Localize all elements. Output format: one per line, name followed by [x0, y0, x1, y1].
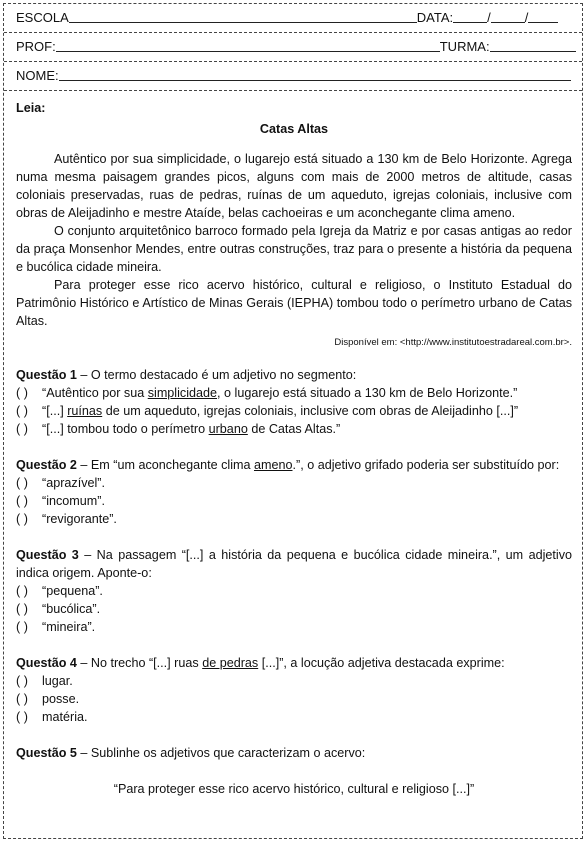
option-text: lugar.	[42, 674, 73, 688]
option[interactable]	[16, 402, 572, 420]
question-1-prompt	[16, 366, 572, 384]
date-separator: /	[524, 10, 529, 25]
date-separator: /	[487, 10, 491, 25]
day-field[interactable]	[453, 10, 487, 23]
option[interactable]	[16, 600, 572, 618]
option-text: de Catas Altas.”	[247, 422, 341, 436]
option-text: , o lugarejo está situado a 130 km de Belo Horizonte.”	[217, 386, 518, 400]
month-field[interactable]	[491, 10, 525, 23]
question-5	[16, 744, 572, 798]
answer-checkbox[interactable]: ( )	[16, 494, 28, 508]
answer-checkbox[interactable]: ( )	[16, 584, 28, 598]
prof-label: PROF:	[16, 39, 56, 54]
option-text: posse.	[42, 692, 80, 706]
option-text: de um aqueduto, igrejas coloniais, inclusive com obras de Aleijadinho [...]”	[102, 404, 519, 418]
option-text: “pequena”.	[42, 584, 103, 598]
leia-label: Leia:	[16, 101, 46, 115]
escola-label: ESCOLA	[16, 10, 69, 25]
question-3	[16, 546, 572, 636]
option-text: “mineira”.	[42, 620, 96, 634]
option[interactable]	[16, 384, 572, 402]
option[interactable]	[16, 708, 572, 726]
question-5-prompt	[16, 744, 572, 762]
option-text: “incomum”.	[42, 494, 105, 508]
worksheet-content	[4, 91, 582, 798]
nome-field[interactable]	[59, 68, 571, 81]
text-paragraph: O conjunto arquitetônico barroco formado pela Igreja da Matriz e por casas antigas ao redor da praça Monsenhor Mendes, entre outras construções, traz para o presente a história da pequena e bucólica cidade mineira.	[16, 224, 572, 274]
text-title: Catas Altas	[259, 122, 329, 136]
option[interactable]	[16, 420, 572, 438]
option-text: “Autêntico por sua	[42, 386, 148, 400]
answer-checkbox[interactable]: ( )	[16, 404, 28, 418]
question-1	[16, 366, 572, 438]
option[interactable]	[16, 618, 572, 636]
answer-checkbox[interactable]: ( )	[16, 422, 28, 436]
answer-checkbox[interactable]: ( )	[16, 620, 28, 634]
highlighted-term: ameno	[253, 458, 293, 472]
answer-checkbox[interactable]: ( )	[16, 674, 28, 688]
option[interactable]	[16, 582, 572, 600]
answer-checkbox[interactable]: ( )	[16, 710, 28, 724]
question-text: – Sublinhe os adjetivos que caracterizam o acervo:	[76, 746, 366, 760]
option[interactable]	[16, 690, 572, 708]
header-prof-row	[4, 33, 582, 62]
option[interactable]	[16, 672, 572, 690]
year-field[interactable]	[528, 10, 558, 23]
prof-field[interactable]	[56, 39, 440, 52]
source-citation: Disponível em: <http://www.institutoestradareal.com.br>.	[334, 337, 572, 348]
highlighted-term: simplicidade	[147, 386, 218, 400]
question-3-prompt	[16, 546, 572, 582]
question-5-quote[interactable]: “Para proteger esse rico acervo histórico, cultural e religioso [...]”	[113, 782, 475, 796]
data-label: DATA:	[416, 10, 454, 25]
question-4	[16, 654, 572, 726]
nome-label: NOME:	[16, 68, 59, 83]
header-escola-row	[4, 4, 582, 33]
turma-label: TURMA:	[439, 39, 490, 54]
turma-field[interactable]	[490, 39, 576, 52]
worksheet	[3, 3, 583, 839]
question-text: – Em “um aconchegante clima	[76, 458, 254, 472]
option[interactable]	[16, 474, 572, 492]
highlighted-term: de pedras	[202, 656, 259, 670]
highlighted-term: urbano	[208, 422, 248, 436]
text-paragraph: Para proteger esse rico acervo histórico, cultural e religioso, o Instituto Estadual do Patrimônio Histórico e Artístico de Minas Gerais (IEPHA) tombou todo o perímetro urbano de Catas Altas.	[16, 278, 572, 328]
option-text: matéria.	[42, 710, 88, 724]
header-nome-row	[4, 62, 582, 91]
answer-checkbox[interactable]: ( )	[16, 386, 28, 400]
answer-checkbox[interactable]: ( )	[16, 692, 28, 706]
text-paragraph: Autêntico por sua simplicidade, o lugarejo está situado a 130 km de Belo Horizonte. Agrega numa mesma paisagem grandes picos, alguns com mais de 2000 metros de altitude, casas coloniais preservadas, ruas de pedras, ruínas de um aqueduto, igrejas coloniais, inclusive com obras de Aleijadinho e mestre Ataíde, belas cachoeiras e um aconchegante clima ameno.	[16, 152, 572, 220]
option-text: “revigorante”.	[42, 512, 117, 526]
question-2-prompt	[16, 456, 572, 474]
question-text: – No trecho “[...] ruas	[76, 656, 203, 670]
option-text: “aprazível”.	[42, 476, 105, 490]
question-1-text: – O termo destacado é um adjetivo no segmento:	[76, 368, 357, 382]
question-4-prompt	[16, 654, 572, 672]
answer-checkbox[interactable]: ( )	[16, 602, 28, 616]
question-text: [...]”, a locução adjetiva destacada exprime:	[258, 656, 505, 670]
question-text: .”, o adjetivo grifado poderia ser substituído por:	[292, 458, 560, 472]
question-3-label: Questão 3	[16, 548, 79, 562]
question-4-label: Questão 4	[16, 656, 77, 670]
question-1-label: Questão 1	[16, 368, 77, 382]
option-text: “[...]	[42, 404, 68, 418]
option[interactable]	[16, 510, 572, 528]
option-text: “bucólica”.	[42, 602, 101, 616]
escola-field[interactable]	[69, 10, 417, 23]
answer-checkbox[interactable]: ( )	[16, 512, 28, 526]
question-2-label: Questão 2	[16, 458, 77, 472]
option[interactable]	[16, 492, 572, 510]
question-2	[16, 456, 572, 528]
question-text: – Na passagem “[...] a história da pequena e bucólica cidade mineira.”, um adjetivo indica origem. Aponte-o:	[16, 548, 573, 580]
question-5-label: Questão 5	[16, 746, 77, 760]
option-text: “[...] tombou todo o perímetro	[42, 422, 209, 436]
highlighted-term: ruínas	[67, 404, 103, 418]
answer-checkbox[interactable]: ( )	[16, 476, 28, 490]
